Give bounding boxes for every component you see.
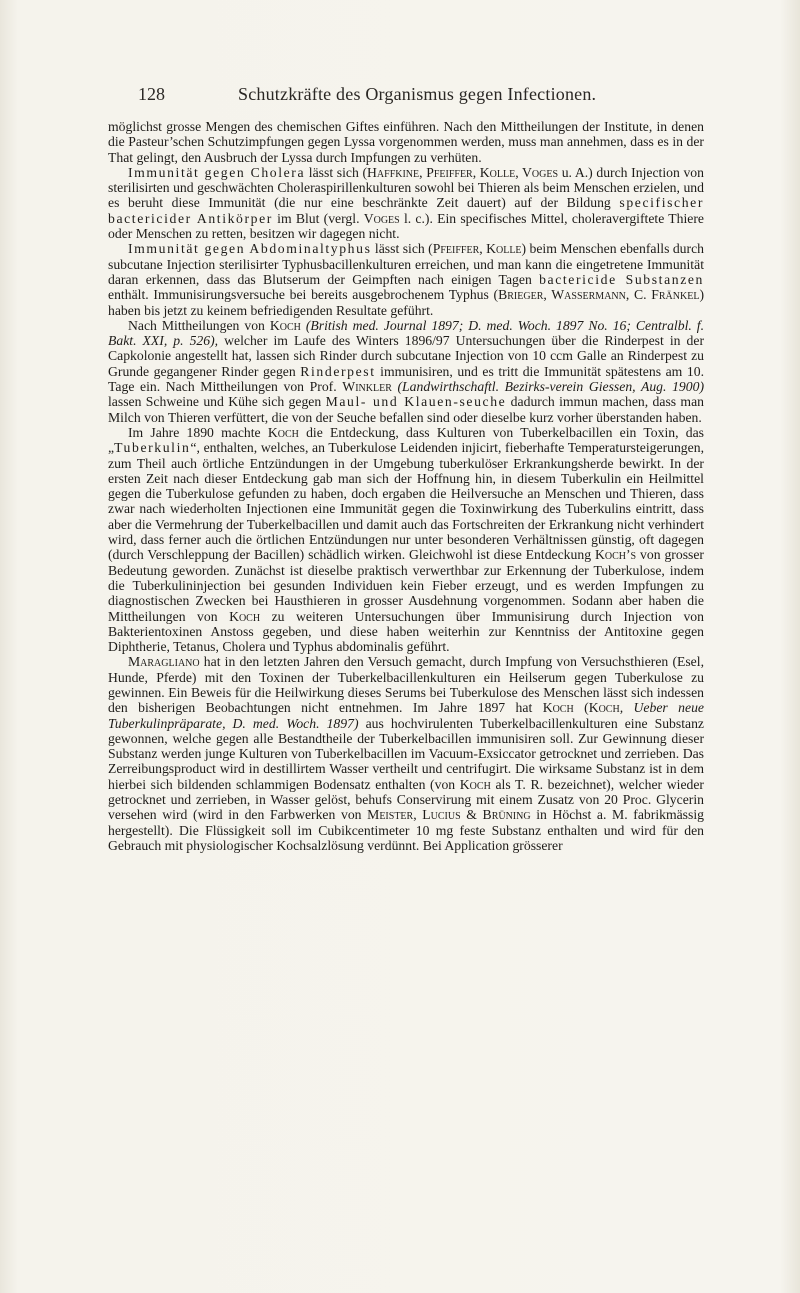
term-antibodies: specifischer bactericider Antikörper <box>108 195 704 226</box>
text-run: lässt sich ( <box>305 164 368 180</box>
term-cholera-immunity: Immunität gegen Cholera <box>128 164 306 180</box>
citation-author: Koch <box>229 608 261 624</box>
reference: , Ueber neue Tuberkulinpräparate, D. med. Woch. 1897) <box>108 700 704 731</box>
citation-author: Koch <box>542 700 574 716</box>
citation-author: Koch <box>269 317 301 333</box>
text-run: lassen Schweine und Kühe sich gegen <box>108 394 326 410</box>
citation-author: Winkler <box>342 379 392 395</box>
text-run: welcher im Laufe des Winters 1896/97 Untersuchungen über die Rinderpest in der Capkolonie angestellt hat, lassen sich Rinder durch subcutane Injection von 10 ccm Galle an Rinderpest zu Grunde gegangener Rinder gegen <box>108 333 704 379</box>
term-typhus-immunity: Immunität gegen Abdominaltyphus <box>128 241 372 257</box>
page-header <box>138 84 698 108</box>
text-run: “, enthalten, welches, an Tuberkulose Leidenden injicirt, fieberhafte Temperatursteigerungen, zum Theil auch örtliche Entzündungen in der Umgebung tuberkulöser Erkrankungsherde bewirkt. In der ersten Zeit nach dieser Entdeckung gab man sich der Hoffnung hin, in diesem Tuberkulin ein Heilmittel gegen die Tuberkulose gefunden zu haben, doch ergaben die Heilversuche an Menschen und Thieren, dass zwar nach wiederholten Injectionen eine Immunität gegen die Toxinwirkung des Tuberkulins eintritt, dass aber die Vermehrung der Tuberkelbacillen und damit auch das Fortschreiten der Erkrankung nicht verhindert wird, dass ferner auch die örtlichen Entzündungen nur unter besonderen Verhältnissen günstig, oft dagegen (durch Verschleppung der Bacillen) schädlich wirken. Gleichwohl ist diese Entdeckung <box>108 440 704 563</box>
citation-author: Koch <box>267 424 299 440</box>
term-foot-and-mouth: Maul- und Klauen-seuche <box>325 394 507 410</box>
paragraph-lyssa <box>108 119 704 165</box>
term-rinderpest: Rinderpest <box>300 363 376 379</box>
citation-author: Koch <box>588 700 620 716</box>
citation-authors: Brieger, Wassermann, C. Fränkel <box>498 287 700 303</box>
text-run: Nach Mittheilungen von <box>128 317 270 333</box>
citation-authors: Meister, Lucius & Brüning <box>367 807 531 823</box>
paragraph-maragliano <box>108 654 704 853</box>
text-run: l. c.). Ein specifisches Mittel, choleravergiftete Thiere oder Menschen zu retten, besitzen wir dagegen nicht. <box>108 210 704 242</box>
text-run: in Höchst a. M. fabrikmässig hergestellt). Die Flüssigkeit soll im Cubikcentimeter 10 mg feste Substanz enthalten und wird für den Gebrauch mit physiologischer Kochsalzlösung verdünnt. Bei Application grösserer <box>108 807 704 853</box>
citation-author: Voges <box>363 210 400 226</box>
citation-author: Maragliano <box>128 654 200 670</box>
text-run: immunisiren, und es tritt die Immunität spätestens am 10. Tage ein. Nach Mittheilungen von Prof. <box>108 363 704 395</box>
term-bactericidal-substances: bactericide Substanzen <box>539 271 704 287</box>
text-run: möglichst grosse Mengen des chemischen Giftes einführen. Nach den Mittheilungen der Institute, in denen die Pasteur’schen Schutzimpfungen gegen Lyssa vorgenommen werden, muss man annehmen, dass es in der That gelingt, den Ausbruch der Lyssa durch Impfungen zu verhüten. <box>108 119 704 165</box>
text-run: hat in den letzten Jahren den Versuch gemacht, durch Impfung von Versuchsthieren (Esel, Hunde, Pferde) mit den Toxinen der Tuberkelbacillenkulturen ein Heilserum gegen Tuberkulose zu gewinnen. Ein Beweis für die Heilwirkung dieses Serums bei Tuberkulose des Menschen lässt sich indessen den bisherigen Beobachtungen nicht entnehmen. Im Jahre 1897 hat <box>108 654 704 716</box>
text-run: die Entdeckung, dass Kulturen von Tuberkelbacillen ein Toxin, das „ <box>108 424 704 456</box>
text-run: zu weiteren Untersuchungen über Immunisirung durch Injection von Bakterientoxinen Anstoss gegeben, und diese haben weiterhin zur Kenntniss der Antitoxine gegen Diphtherie, Tetanus, Cholera und Typhus abdominalis geführt. <box>108 608 704 655</box>
text-run: u. A.) durch Injection von sterilisirten und geschwächten Choleraspirillenkulturen sowohl bei Thieren als beim Menschen erzielen, und es beruht diese Immunität (die nur eine beschränkte Zeit dauert) auf der Bildung <box>108 164 704 211</box>
citation-author: Koch <box>459 776 491 792</box>
body-text <box>108 119 704 853</box>
paragraph-typhus <box>108 241 704 317</box>
text-run: ) haben bis jetzt zu keinem befriedigenden Resultate geführt. <box>108 287 704 318</box>
paragraph-rinderpest <box>108 318 704 425</box>
reference: (Landwirthschaftl. Bezirks-verein Giessen, Aug. 1900) <box>391 379 705 395</box>
paragraph-cholera <box>108 165 704 241</box>
text-run: lässt sich ( <box>371 241 433 257</box>
text-run: ( <box>573 700 589 716</box>
text-run: als T. R. bezeichnet), welcher wieder getrocknet und zerrieben, in Wasser gelöst, behufs Conservirung mit einem Zusatz von 20 Proc. Glycerin versehen wird (wird in den Farbwerken von <box>108 776 704 823</box>
citation-authors: Pfeiffer, Kolle <box>432 241 522 257</box>
text-run: enthält. Immunisirungsversuche bei bereits ausgebrochenem Typhus ( <box>108 287 499 303</box>
paragraph-tuberculin <box>108 425 704 654</box>
text-run: dadurch immun machen, dass man Milch von Thieren verfüttert, die von der Seuche befallen sind oder dieselbe kurz vorher überstanden haben. <box>108 394 704 425</box>
text-run: im Blut (vergl. <box>272 210 364 226</box>
text-run: Im Jahre 1890 machte <box>128 424 268 440</box>
running-title: Schutzkräfte des Organismus gegen Infectionen. <box>238 84 597 104</box>
citation-author: Koch’s <box>594 547 637 563</box>
text-run: von grosser Bedeutung geworden. Zunächst ist dieselbe praktisch verwerthbar zur Erkennung der Tuberkulose, indem die Tuberkulininjection bei gesunden Individuen kein Fieber erzeugt, und es werden Impfungen zu diagnostischen Zwecken bei Hausthieren in grosser Ausdehnung vorgenommen. Sodann aber haben die Mittheilungen von <box>108 547 704 624</box>
citation-authors: Haffkine, Pfeiffer, Kolle, Voges <box>367 164 559 180</box>
text-run: aus hochvirulenten Tuberkelbacillenkulturen eine Substanz gewonnen, welche gegen alle Bestandtheile der Tuberkelbacillen immunisiren soll. Zur Gewinnung dieser Substanz werden junge Kulturen von Tuberkelbacillen im Vacuum-Exsiccator getrocknet und zerrieben. Das Zerreibungsproduct wird in destillirtem Wasser vertheilt und centrifugirt. Die wirksame Substanz ist in dem hierbei sich bildenden schlammigen Bodensatz enthalten (von <box>108 715 704 792</box>
reference: (British med. Journal 1897; D. med. Woch. 1897 No. 16; Centralbl. f. Bakt. XXI, p. 526), <box>108 317 704 349</box>
term-tuberkulin: Tuberkulin <box>114 440 191 456</box>
text-run: ) beim Menschen ebenfalls durch subcutane Injection sterilisirter Typhusbacillenkulturen erreichen, und man kann die eingetretene Immunität daran erkennen, dass das Blutserum der Geimpften nach einigen Tagen <box>108 241 704 287</box>
page-number: 128 <box>138 84 165 104</box>
